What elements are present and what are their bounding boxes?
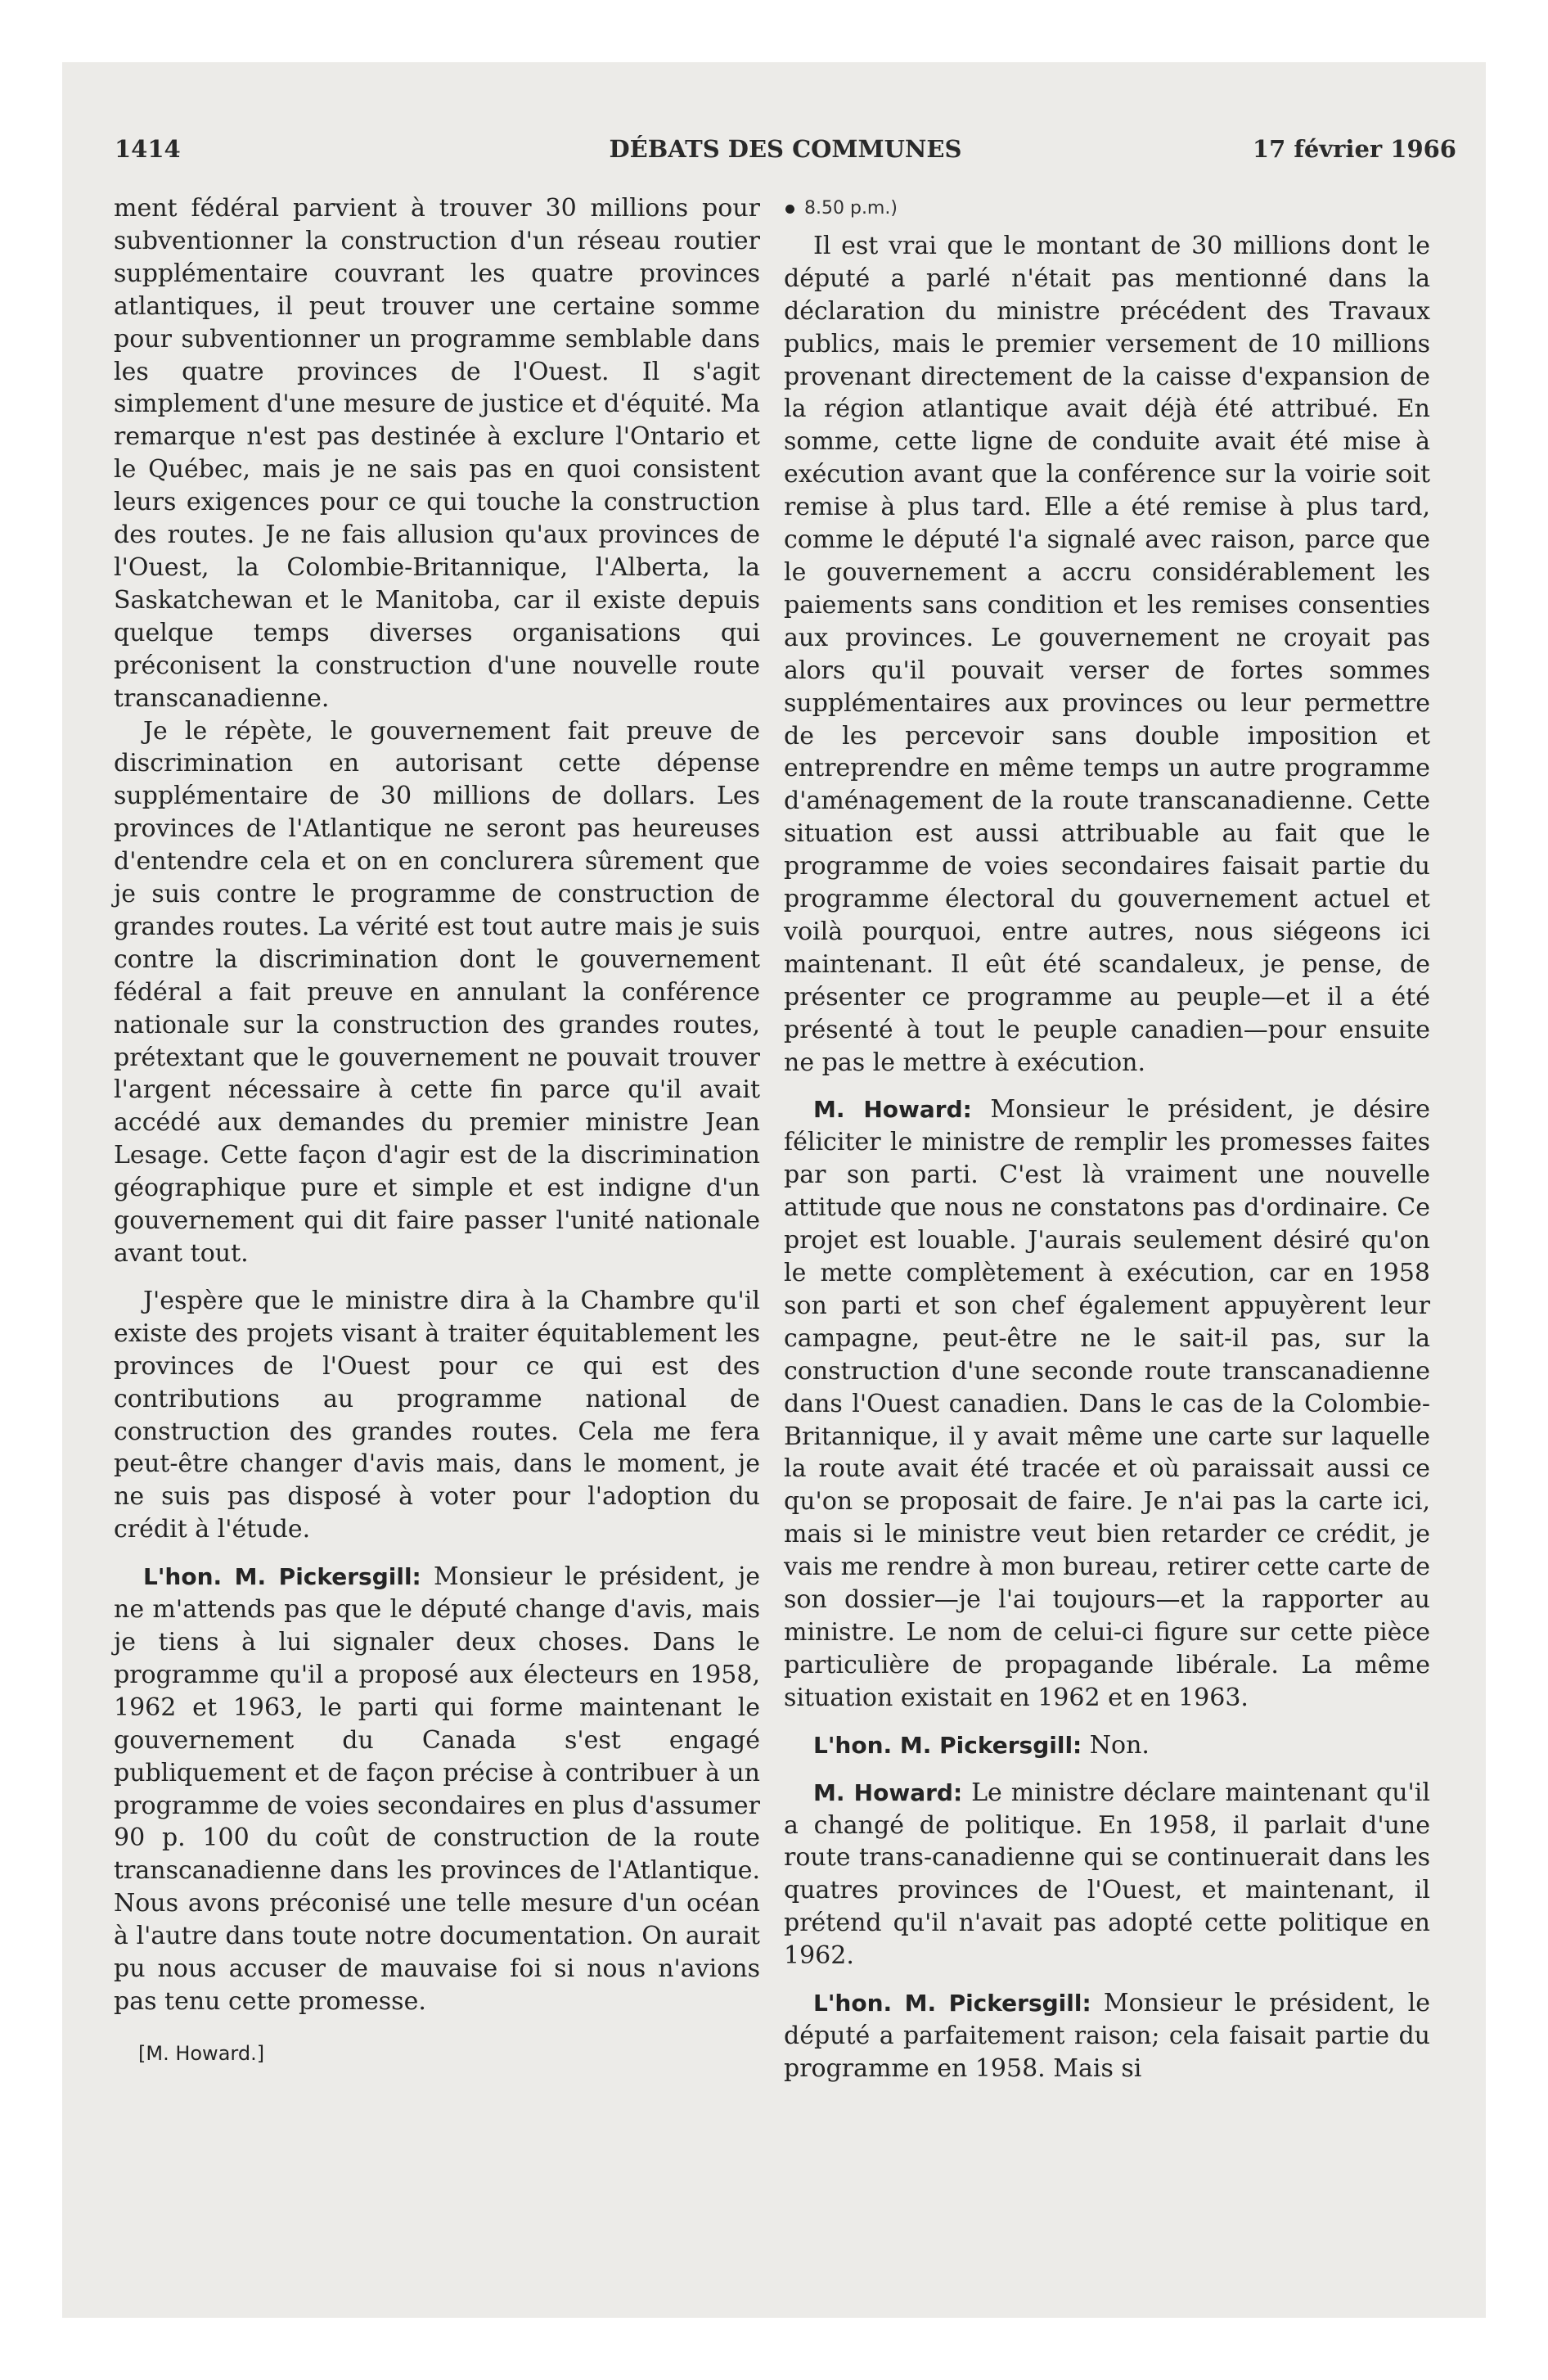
speaker-footnote: [M. Howard.] [138, 2041, 265, 2065]
page-header [115, 135, 1456, 171]
speech-paragraph [784, 1093, 1430, 1714]
speaker-name: L'hon. M. Pickersgill: [813, 1731, 1082, 1759]
publication-title: DÉBATS DES COMMUNES [609, 135, 962, 163]
speaker-name: M. Howard: [813, 1096, 972, 1124]
speaker-name: L'hon. M. Pickersgill: [813, 1990, 1091, 2017]
left-column [114, 192, 760, 2071]
speech-text: Monsieur le président, le député a parfaitement raison; cela faisait partie du programme en 1958. Mais si [784, 1989, 1430, 2083]
paragraph: J'espère que le ministre dira à la Chambre qu'il existe des projets visant à traiter équitablement les provinces de l'Ouest pour ce qui est des contributions au programme national de construction des grandes routes. Cela me fera peut-être changer d'avis mais, dans le moment, je ne suis pas disposé à voter pour l'adoption du crédit à l'étude. [114, 1286, 760, 1544]
timestamp-text: 8.50 p.m.) [804, 198, 898, 219]
speaker-name: M. Howard: [813, 1778, 963, 1806]
paragraph: Je le répète, le gouvernement fait preuve de discrimination en autorisant cette dépense supplémentaire de 30 millions de dollars. Les provinces de l'Atlantique ne seront pas heureuses d'entendre cela et on en conclurera sûrement que je suis contre le programme de construction de grandes routes. La vérité est tout autre mais je suis contre la discrimination dont le gouvernement fédéral a fait preuve en annulant la conférence nationale sur la construction des grandes routes, prétextant que le gouvernement ne pouvait trouver l'argent nécessaire à cette fin parce qu'il avait accédé aux demandes du premier ministre Jean Lesage. Cette façon d'agir est de la discrimination géographique pure et simple et est indigne d'un gouvernement qui dit faire passer l'unité nationale avant tout. [114, 716, 760, 1268]
publication-date: 17 février 1966 [1252, 135, 1456, 163]
speech-paragraph [784, 1729, 1430, 1762]
speech-text: Le ministre déclare maintenant qu'il a changé de politique. En 1958, il parlait d'une route trans-canadienne qui se continuerait dans les quatres provinces de l'Ouest, et maintenant, il prétend qu'il n'avait pas adopté cette politique en 1962. [784, 1778, 1430, 1971]
speech-text: Monsieur le président, je ne m'attends pas que le député change d'avis, mais je tiens à lui signaler deux choses. Dans le programme qu'il a proposé aux électeurs en 1958, 1962 et 1963, le parti qui forme maintenant le gouvernement du Canada s'est engagé publiquement et de façon précise à contribuer à un programme de voies secondaires en plus d'assumer 90 p. 100 du coût de construction de la route transcanadienne dans les provinces de l'Atlantique. Nous avons préconisé une telle mesure d'un océan à l'autre dans toute notre documentation. On aurait pu nous accuser de mauvaise foi si nous n'avions pas tenu cette promesse. [114, 1562, 760, 2016]
speech-paragraph [114, 1561, 760, 2018]
speech-text: Non. [1082, 1730, 1150, 1760]
paragraph: Il est vrai que le montant de 30 millions dont le député a parlé n'était pas mentionné dans la déclaration du ministre précédent des Travaux publics, mais le premier versement de 10 millions provenant directement de la caisse d'expansion de la région atlantique avait déjà été attribué. En somme, cette ligne de conduite avait été mise à exécution avant que la conférence sur la voirie soit remise à plus tard. Elle a été remise à plus tard, comme le député l'a signalé avec raison, parce que le gouvernement a accru considérablement les paiements sans condition et les remises consenties aux provinces. Le gouvernement ne croyait pas alors qu'il pouvait verser de fortes sommes supplémentaires aux provinces ou leur permettre de les percevoir sans double imposition et entreprendre en même temps un autre programme d'aménagement de la route transcanadienne. Cette situation est aussi attribuable au fait que le programme de voies secondaires faisait partie du programme électoral du gouvernement actuel et voilà pourquoi, entre autres, nous siégeons ici maintenant. Il eût été scandaleux, je pense, de présenter ce programme au peuple—et il a été présenté à tout le peuple canadien—pour ensuite ne pas le mettre à exécution. [784, 231, 1430, 1077]
page-number: 1414 [115, 135, 181, 163]
speech-paragraph [784, 1777, 1430, 1972]
speech-paragraph [784, 1987, 1430, 2085]
bullet-icon [785, 205, 794, 214]
right-column [784, 192, 1430, 2085]
paragraph: ment fédéral parvient à trouver 30 millions pour subventionner la construction d'un réseau routier supplémentaire couvrant les quatre provinces atlantiques, il peut trouver une certaine somme pour subventionner un programme semblable dans les quatre provinces de l'Ouest. Il s'agit simplement d'une mesure de justice et d'équité. Ma remarque n'est pas destinée à exclure l'Ontario et le Québec, mais je ne sais pas en quoi consistent leurs exigences pour ce qui touche la construction des routes. Je ne fais allusion qu'aux provinces de l'Ouest, la Colombie-Britannique, l'Alberta, la Saskatchewan et le Manitoba, car il existe depuis quelque temps diverses organisations qui préconisent la construction d'une nouvelle route transcanadienne. [114, 194, 760, 713]
speaker-name: L'hon. M. Pickersgill: [143, 1563, 421, 1591]
speech-text: Monsieur le président, je désire féliciter le ministre de remplir les promesses faites par son parti. C'est là vraiment une nouvelle attitude que nous ne constatons pas d'ordinaire. Ce projet est louable. J'aurais seulement désiré qu'on le mette complètement à exécution, car en 1958 son parti et son chef également appuyèrent leur campagne, peut-être ne le sait-il pas, sur la construction d'une seconde route transcanadienne dans l'Ouest canadien. Dans le cas de la Colombie-Britannique, il y avait même une carte sur laquelle la route avait été tracée et où paraissait aussi ce qu'on se proposait de faire. Je n'ai pas la carte ici, mais si le ministre veut bien retarder ce crédit, je vais me rendre à mon bureau, retirer cette carte de son dossier—je l'ai toujours—et la rapporter au ministre. Le nom de celui-ci figure sur cette pièce particulière de propagande libérale. La même situation existait en 1962 et en 1963. [784, 1095, 1430, 1712]
timestamp [784, 192, 1430, 225]
